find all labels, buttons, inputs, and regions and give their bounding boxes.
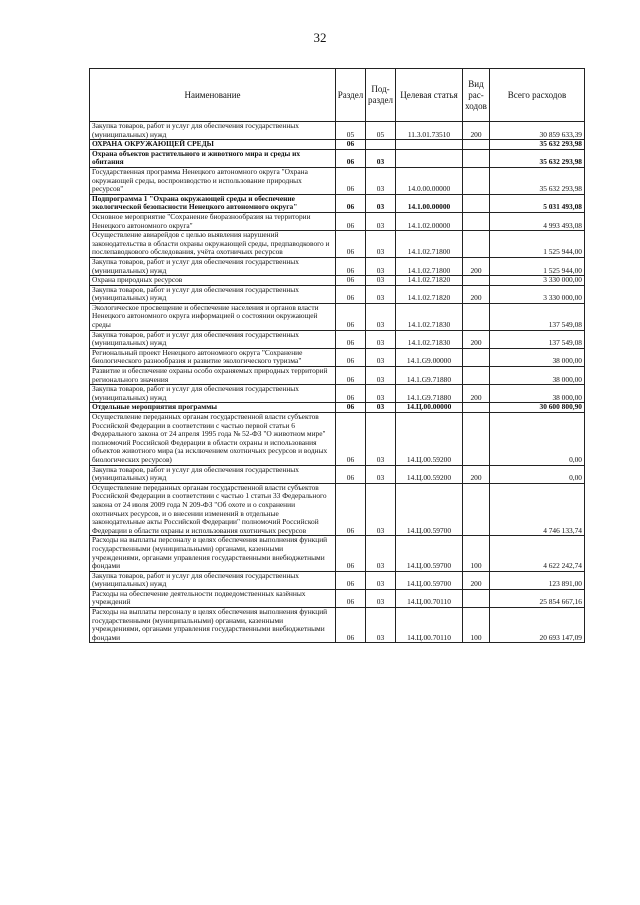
row-subsection: 03 bbox=[366, 330, 396, 348]
row-expense-type bbox=[463, 589, 490, 607]
header-subsection: Под-раздел bbox=[366, 69, 396, 122]
row-section: 06 bbox=[336, 285, 366, 303]
row-amount: 35 632 293,98 bbox=[490, 140, 585, 150]
row-amount: 4 993 493,08 bbox=[490, 212, 585, 230]
row-amount: 25 854 667,16 bbox=[490, 589, 585, 607]
row-section: 06 bbox=[336, 465, 366, 483]
header-name: Наименование bbox=[90, 69, 336, 122]
row-amount: 35 632 293,98 bbox=[490, 149, 585, 167]
row-section: 06 bbox=[336, 589, 366, 607]
header-total: Всего расходов bbox=[490, 69, 585, 122]
row-target: 14.Ц.00.70110 bbox=[396, 589, 463, 607]
row-section: 06 bbox=[336, 348, 366, 366]
row-name: Развитие и обеспечение охраны особо охраняемых природных территорий регионального значения bbox=[90, 367, 336, 385]
row-expense-type: 200 bbox=[463, 285, 490, 303]
row-amount: 38 000,00 bbox=[490, 367, 585, 385]
row-target: 14.1.02.71830 bbox=[396, 303, 463, 330]
row-amount: 1 525 944,00 bbox=[490, 231, 585, 258]
row-expense-type bbox=[463, 303, 490, 330]
row-name: Основное мероприятие "Сохранение биоразнообразия на территории Ненецкого автономного округа" bbox=[90, 212, 336, 230]
row-section: 06 bbox=[336, 276, 366, 286]
row-subsection: 03 bbox=[366, 194, 396, 212]
row-subsection: 03 bbox=[366, 608, 396, 643]
row-amount: 4 746 133,74 bbox=[490, 483, 585, 536]
row-section: 06 bbox=[336, 140, 366, 150]
row-section: 06 bbox=[336, 367, 366, 385]
table-row bbox=[90, 194, 585, 212]
row-target: 14.1.G9.71880 bbox=[396, 385, 463, 403]
row-expense-type bbox=[463, 403, 490, 413]
row-name: Осуществление переданных органам государственной власти субъектов Российской Федерации в соответствии с частью 1 статьи 33 Федерального закона от 24 июля 2009 года N 209-ФЗ "Об охоте и о сохранении охотничьих ресурсов, и о внесении изменений в отдельные законодательные акты Российской Федерации" полномочий Российской Федерации в области охраны и использования охотничьих ресурсов bbox=[90, 483, 336, 536]
row-expense-type: 200 bbox=[463, 122, 490, 140]
row-subsection: 03 bbox=[366, 571, 396, 589]
table-row bbox=[90, 330, 585, 348]
row-target: 14.1.02.71800 bbox=[396, 257, 463, 275]
row-subsection: 03 bbox=[366, 483, 396, 536]
row-expense-type: 200 bbox=[463, 330, 490, 348]
header-expense-type: Вид рас-ходов bbox=[463, 69, 490, 122]
header-target: Целевая статья bbox=[396, 69, 463, 122]
row-subsection: 05 bbox=[366, 122, 396, 140]
row-amount: 0,00 bbox=[490, 413, 585, 466]
row-name: Расходы на выплаты персоналу в целях обеспечения выполнения функций государственными (муниципальными) органами, казенными учреждениями, органами управления государственными внебюджетными фондами bbox=[90, 536, 336, 571]
row-target: 14.1.02.71800 bbox=[396, 231, 463, 258]
row-amount: 38 000,00 bbox=[490, 348, 585, 366]
table-row bbox=[90, 285, 585, 303]
row-expense-type bbox=[463, 149, 490, 167]
header-section: Раздел bbox=[336, 69, 366, 122]
table-row bbox=[90, 140, 585, 150]
row-section: 06 bbox=[336, 212, 366, 230]
row-amount: 35 632 293,98 bbox=[490, 167, 585, 194]
row-section: 05 bbox=[336, 122, 366, 140]
row-subsection: 03 bbox=[366, 536, 396, 571]
row-subsection bbox=[366, 140, 396, 150]
row-name: Государственная программа Ненецкого автономного округа "Охрана окружающей среды, воспроизводство и использование природных ресурсов" bbox=[90, 167, 336, 194]
row-section: 06 bbox=[336, 403, 366, 413]
row-name: Подпрограмма 1 "Охрана окружающей среды и обеспечение экологической безопасности Ненецкого автономного округа" bbox=[90, 194, 336, 212]
row-subsection: 03 bbox=[366, 285, 396, 303]
row-expense-type bbox=[463, 140, 490, 150]
row-section: 06 bbox=[336, 608, 366, 643]
table-row bbox=[90, 167, 585, 194]
row-name: Охрана объектов растительного и животного мира и среды их обитания bbox=[90, 149, 336, 167]
table-row bbox=[90, 149, 585, 167]
row-section: 06 bbox=[336, 483, 366, 536]
row-section: 06 bbox=[336, 536, 366, 571]
row-section: 06 bbox=[336, 257, 366, 275]
row-amount: 3 330 000,00 bbox=[490, 285, 585, 303]
row-expense-type bbox=[463, 413, 490, 466]
budget-table bbox=[89, 68, 585, 643]
row-name: Закупка товаров, работ и услуг для обеспечения государственных (муниципальных) нужд bbox=[90, 385, 336, 403]
row-subsection: 03 bbox=[366, 465, 396, 483]
row-subsection: 03 bbox=[366, 403, 396, 413]
row-amount: 38 000,00 bbox=[490, 385, 585, 403]
row-amount: 5 031 493,08 bbox=[490, 194, 585, 212]
row-name: Осуществление авиарейдов с целью выявления нарушений законодательства в области охраны окружающей среды, предпаводкового и послепаводкового обследования, учёта охотничьих ресурсов bbox=[90, 231, 336, 258]
table-row bbox=[90, 303, 585, 330]
row-name: Расходы на обеспечение деятельности подведомственных казённых учреждений bbox=[90, 589, 336, 607]
row-section: 06 bbox=[336, 149, 366, 167]
row-target: 14.0.00.00000 bbox=[396, 167, 463, 194]
row-section: 06 bbox=[336, 330, 366, 348]
row-subsection: 03 bbox=[366, 167, 396, 194]
row-name: Региональный проект Ненецкого автономного округа "Сохранение биологического разнообразия и развитие экологического туризма" bbox=[90, 348, 336, 366]
table-row bbox=[90, 465, 585, 483]
row-target: 14.1.02.00000 bbox=[396, 212, 463, 230]
row-name: Экологическое просвещение и обеспечение населения и органов власти Ненецкого автономного округа информацией о состоянии окружающей среды bbox=[90, 303, 336, 330]
row-target: 14.1.G9.00000 bbox=[396, 348, 463, 366]
row-target: 14.1.00.00000 bbox=[396, 194, 463, 212]
row-target: 14.Ц.00.59700 bbox=[396, 483, 463, 536]
row-amount: 30 859 633,39 bbox=[490, 122, 585, 140]
row-subsection: 03 bbox=[366, 231, 396, 258]
row-name: ОХРАНА ОКРУЖАЮЩЕЙ СРЕДЫ bbox=[90, 140, 336, 150]
row-expense-type: 200 bbox=[463, 571, 490, 589]
row-target: 14.Ц.00.59200 bbox=[396, 465, 463, 483]
row-subsection: 03 bbox=[366, 589, 396, 607]
row-amount: 0,00 bbox=[490, 465, 585, 483]
table-row bbox=[90, 589, 585, 607]
row-expense-type bbox=[463, 367, 490, 385]
row-section: 06 bbox=[336, 303, 366, 330]
row-target: 14.1.02.71830 bbox=[396, 330, 463, 348]
row-expense-type bbox=[463, 348, 490, 366]
row-amount: 1 525 944,00 bbox=[490, 257, 585, 275]
row-expense-type bbox=[463, 212, 490, 230]
row-expense-type: 200 bbox=[463, 385, 490, 403]
row-name: Закупка товаров, работ и услуг для обеспечения государственных (муниципальных) нужд bbox=[90, 285, 336, 303]
row-target: 11.3.01.73510 bbox=[396, 122, 463, 140]
row-target: 14.Ц.00.00000 bbox=[396, 403, 463, 413]
table-row bbox=[90, 608, 585, 643]
table-row bbox=[90, 122, 585, 140]
row-name: Расходы на выплаты персоналу в целях обеспечения выполнения функций государственными (муниципальными) органами, казенными учреждениями, органами управления государственными внебюджетными фондами bbox=[90, 608, 336, 643]
row-target: 14.Ц.00.59200 bbox=[396, 413, 463, 466]
table-row bbox=[90, 413, 585, 466]
row-target bbox=[396, 140, 463, 150]
row-name: Закупка товаров, работ и услуг для обеспечения государственных (муниципальных) нужд bbox=[90, 330, 336, 348]
row-expense-type: 200 bbox=[463, 257, 490, 275]
row-expense-type bbox=[463, 276, 490, 286]
row-amount: 20 693 147,09 bbox=[490, 608, 585, 643]
row-name: Осуществление переданных органам государственной власти субъектов Российской Федерации в соответствии с частью первой статьи 6 Федерального закона от 24 апреля 1995 года № 52-ФЗ "О животном мире" полномочий Российской Федерации в области охраны и использования объектов животного мира (за исключением охотничьих ресурсов и водных биологических ресурсов) bbox=[90, 413, 336, 466]
table-row bbox=[90, 571, 585, 589]
row-section: 06 bbox=[336, 167, 366, 194]
row-subsection: 03 bbox=[366, 303, 396, 330]
row-expense-type bbox=[463, 167, 490, 194]
row-section: 06 bbox=[336, 571, 366, 589]
row-amount: 4 622 242,74 bbox=[490, 536, 585, 571]
row-amount: 137 549,08 bbox=[490, 330, 585, 348]
table-row bbox=[90, 536, 585, 571]
table-row bbox=[90, 385, 585, 403]
row-expense-type bbox=[463, 483, 490, 536]
row-amount: 123 891,00 bbox=[490, 571, 585, 589]
row-subsection: 03 bbox=[366, 413, 396, 466]
row-target: 14.1.G9.71880 bbox=[396, 367, 463, 385]
row-amount: 30 600 800,90 bbox=[490, 403, 585, 413]
table-header-row bbox=[90, 69, 585, 122]
table-row bbox=[90, 231, 585, 258]
row-amount: 137 549,08 bbox=[490, 303, 585, 330]
row-subsection: 03 bbox=[366, 385, 396, 403]
page-number: 32 bbox=[313, 30, 327, 45]
row-expense-type: 200 bbox=[463, 465, 490, 483]
row-name: Закупка товаров, работ и услуг для обеспечения государственных (муниципальных) нужд bbox=[90, 571, 336, 589]
row-name: Закупка товаров, работ и услуг для обеспечения государственных (муниципальных) нужд bbox=[90, 122, 336, 140]
table-row bbox=[90, 212, 585, 230]
row-expense-type bbox=[463, 194, 490, 212]
row-amount: 3 330 000,00 bbox=[490, 276, 585, 286]
table-row bbox=[90, 276, 585, 286]
row-name: Отдельные мероприятия программы bbox=[90, 403, 336, 413]
table-row bbox=[90, 367, 585, 385]
table-row bbox=[90, 483, 585, 536]
row-subsection: 03 bbox=[366, 348, 396, 366]
row-name: Охрана природных ресурсов bbox=[90, 276, 336, 286]
row-expense-type: 100 bbox=[463, 536, 490, 571]
table-row bbox=[90, 348, 585, 366]
row-subsection: 03 bbox=[366, 212, 396, 230]
row-expense-type bbox=[463, 231, 490, 258]
row-section: 06 bbox=[336, 385, 366, 403]
row-name: Закупка товаров, работ и услуг для обеспечения государственных (муниципальных) нужд bbox=[90, 465, 336, 483]
row-section: 06 bbox=[336, 194, 366, 212]
row-section: 06 bbox=[336, 413, 366, 466]
row-subsection: 03 bbox=[366, 257, 396, 275]
row-target: 14.Ц.00.70110 bbox=[396, 608, 463, 643]
row-subsection: 03 bbox=[366, 149, 396, 167]
row-subsection: 03 bbox=[366, 367, 396, 385]
table-row bbox=[90, 257, 585, 275]
row-target: 14.Ц.00.59700 bbox=[396, 536, 463, 571]
row-target: 14.1.02.71820 bbox=[396, 285, 463, 303]
row-target: 14.Ц.00.59700 bbox=[396, 571, 463, 589]
row-section: 06 bbox=[336, 231, 366, 258]
row-name: Закупка товаров, работ и услуг для обеспечения государственных (муниципальных) нужд bbox=[90, 257, 336, 275]
row-target: 14.1.02.71820 bbox=[396, 276, 463, 286]
row-expense-type: 100 bbox=[463, 608, 490, 643]
row-subsection: 03 bbox=[366, 276, 396, 286]
row-target bbox=[396, 149, 463, 167]
